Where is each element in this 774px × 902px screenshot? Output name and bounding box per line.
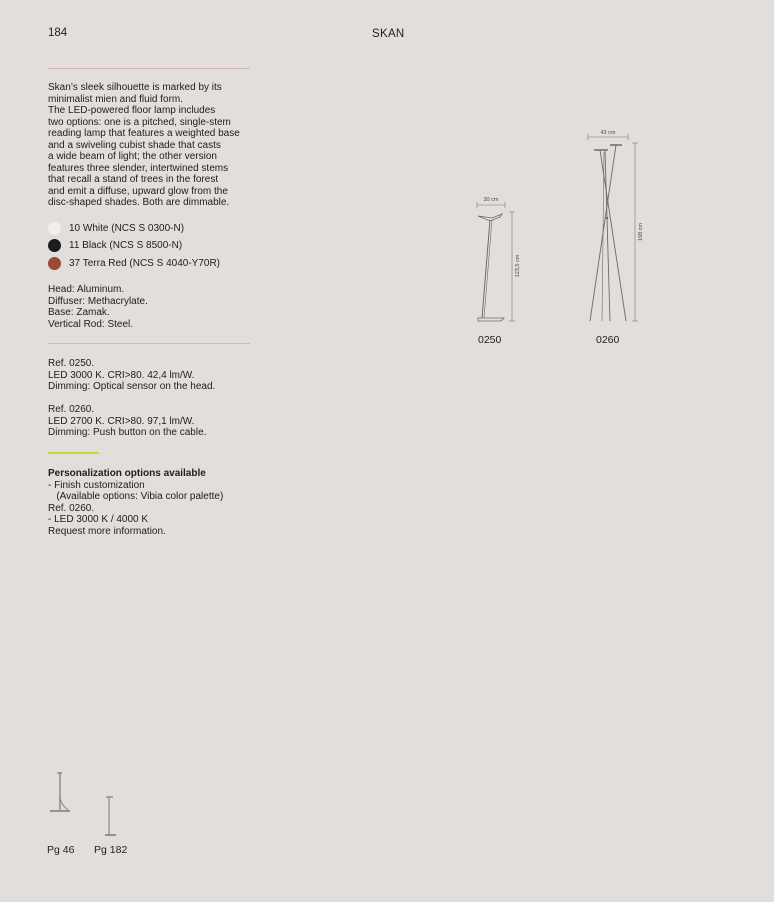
page-number: 184 bbox=[48, 27, 68, 39]
personalization-line: Ref. 0260. bbox=[48, 502, 95, 514]
personalization-line: - LED 3000 K / 4000 K bbox=[48, 514, 149, 525]
height-dimension-label: 198 cm bbox=[638, 222, 644, 242]
material-line: Vertical Rod: Steel. bbox=[48, 318, 134, 330]
description-line: and emit a diffuse, upward glow from the bbox=[48, 185, 228, 197]
related-lamp-thumbnail[interactable] bbox=[48, 768, 74, 814]
material-line: Base: Zamak. bbox=[48, 307, 110, 318]
width-dimension-label: 43 cm bbox=[600, 130, 616, 136]
description-line: The LED-powered floor lamp includes bbox=[48, 105, 216, 116]
color-label: 11 Black (NCS S 8500-N) bbox=[69, 239, 183, 251]
divider bbox=[48, 343, 250, 344]
personalization-section bbox=[48, 468, 223, 537]
width-dimension-label: 30 cm bbox=[483, 197, 499, 203]
description-line: a wide beam of light; the other version bbox=[48, 151, 217, 162]
ref-0250-specs bbox=[48, 358, 215, 393]
description-line: two options: one is a pitched, single-stem bbox=[48, 116, 231, 128]
related-lamp-thumbnail[interactable] bbox=[100, 792, 122, 838]
ref-0260-specs bbox=[48, 404, 206, 439]
related-page-link[interactable]: Pg 182 bbox=[94, 844, 128, 856]
personalization-line: - Finish customization bbox=[48, 479, 145, 491]
description-line: features three slender, intertwined stems bbox=[48, 162, 229, 174]
color-option-terra-red bbox=[48, 256, 220, 270]
ref-0250-label: 0250 bbox=[478, 334, 502, 346]
personalization-line: Request more information. bbox=[48, 525, 166, 537]
personalization-line: (Available options: Vibia color palette) bbox=[48, 491, 224, 502]
materials-list bbox=[48, 284, 148, 330]
divider bbox=[48, 68, 250, 69]
color-option-black bbox=[48, 238, 182, 252]
description-line: disc-shaped shades. Both are dimmable. bbox=[48, 197, 230, 208]
material-line: Diffuser: Methacrylate. bbox=[48, 295, 148, 307]
dimming-spec: Dimming: Optical sensor on the head. bbox=[48, 381, 216, 392]
black-swatch bbox=[48, 239, 61, 252]
terra-red-swatch bbox=[48, 257, 61, 270]
description-line: that recall a stand of trees in the forest bbox=[48, 174, 219, 185]
related-page-link[interactable]: Pg 46 bbox=[47, 844, 75, 856]
accent-divider bbox=[48, 452, 99, 454]
color-label: 37 Terra Red (NCS S 4040-Y70R) bbox=[69, 257, 220, 269]
white-swatch bbox=[48, 222, 61, 235]
color-label: 10 White (NCS S 0300-N) bbox=[69, 222, 185, 234]
personalization-title: Personalization options available bbox=[48, 468, 206, 479]
led-spec: LED 2700 K. CRI>80. 97,1 lm/W. bbox=[48, 415, 195, 427]
lamp-0260-drawing bbox=[580, 122, 660, 325]
color-option-white bbox=[48, 221, 184, 235]
product-description bbox=[48, 82, 240, 209]
material-line: Head: Aluminum. bbox=[48, 284, 125, 295]
description-line: reading lamp that features a weighted base bbox=[48, 128, 240, 139]
description-line: Skan’s sleek silhouette is marked by its bbox=[48, 82, 222, 93]
product-title: SKAN bbox=[372, 28, 405, 40]
dimming-spec: Dimming: Push button on the cable. bbox=[48, 427, 207, 438]
height-dimension-label: 123,5 cm bbox=[515, 254, 521, 278]
ref-number: Ref. 0260. bbox=[48, 404, 95, 415]
ref-number: Ref. 0250. bbox=[48, 358, 95, 369]
description-line: and a swiveling cubist shade that casts bbox=[48, 139, 221, 151]
lamp-0250-drawing bbox=[468, 190, 538, 325]
ref-0260-label: 0260 bbox=[596, 334, 620, 346]
led-spec: LED 3000 K. CRI>80. 42,4 lm/W. bbox=[48, 369, 195, 381]
description-line: minimalist mien and fluid form. bbox=[48, 93, 184, 105]
